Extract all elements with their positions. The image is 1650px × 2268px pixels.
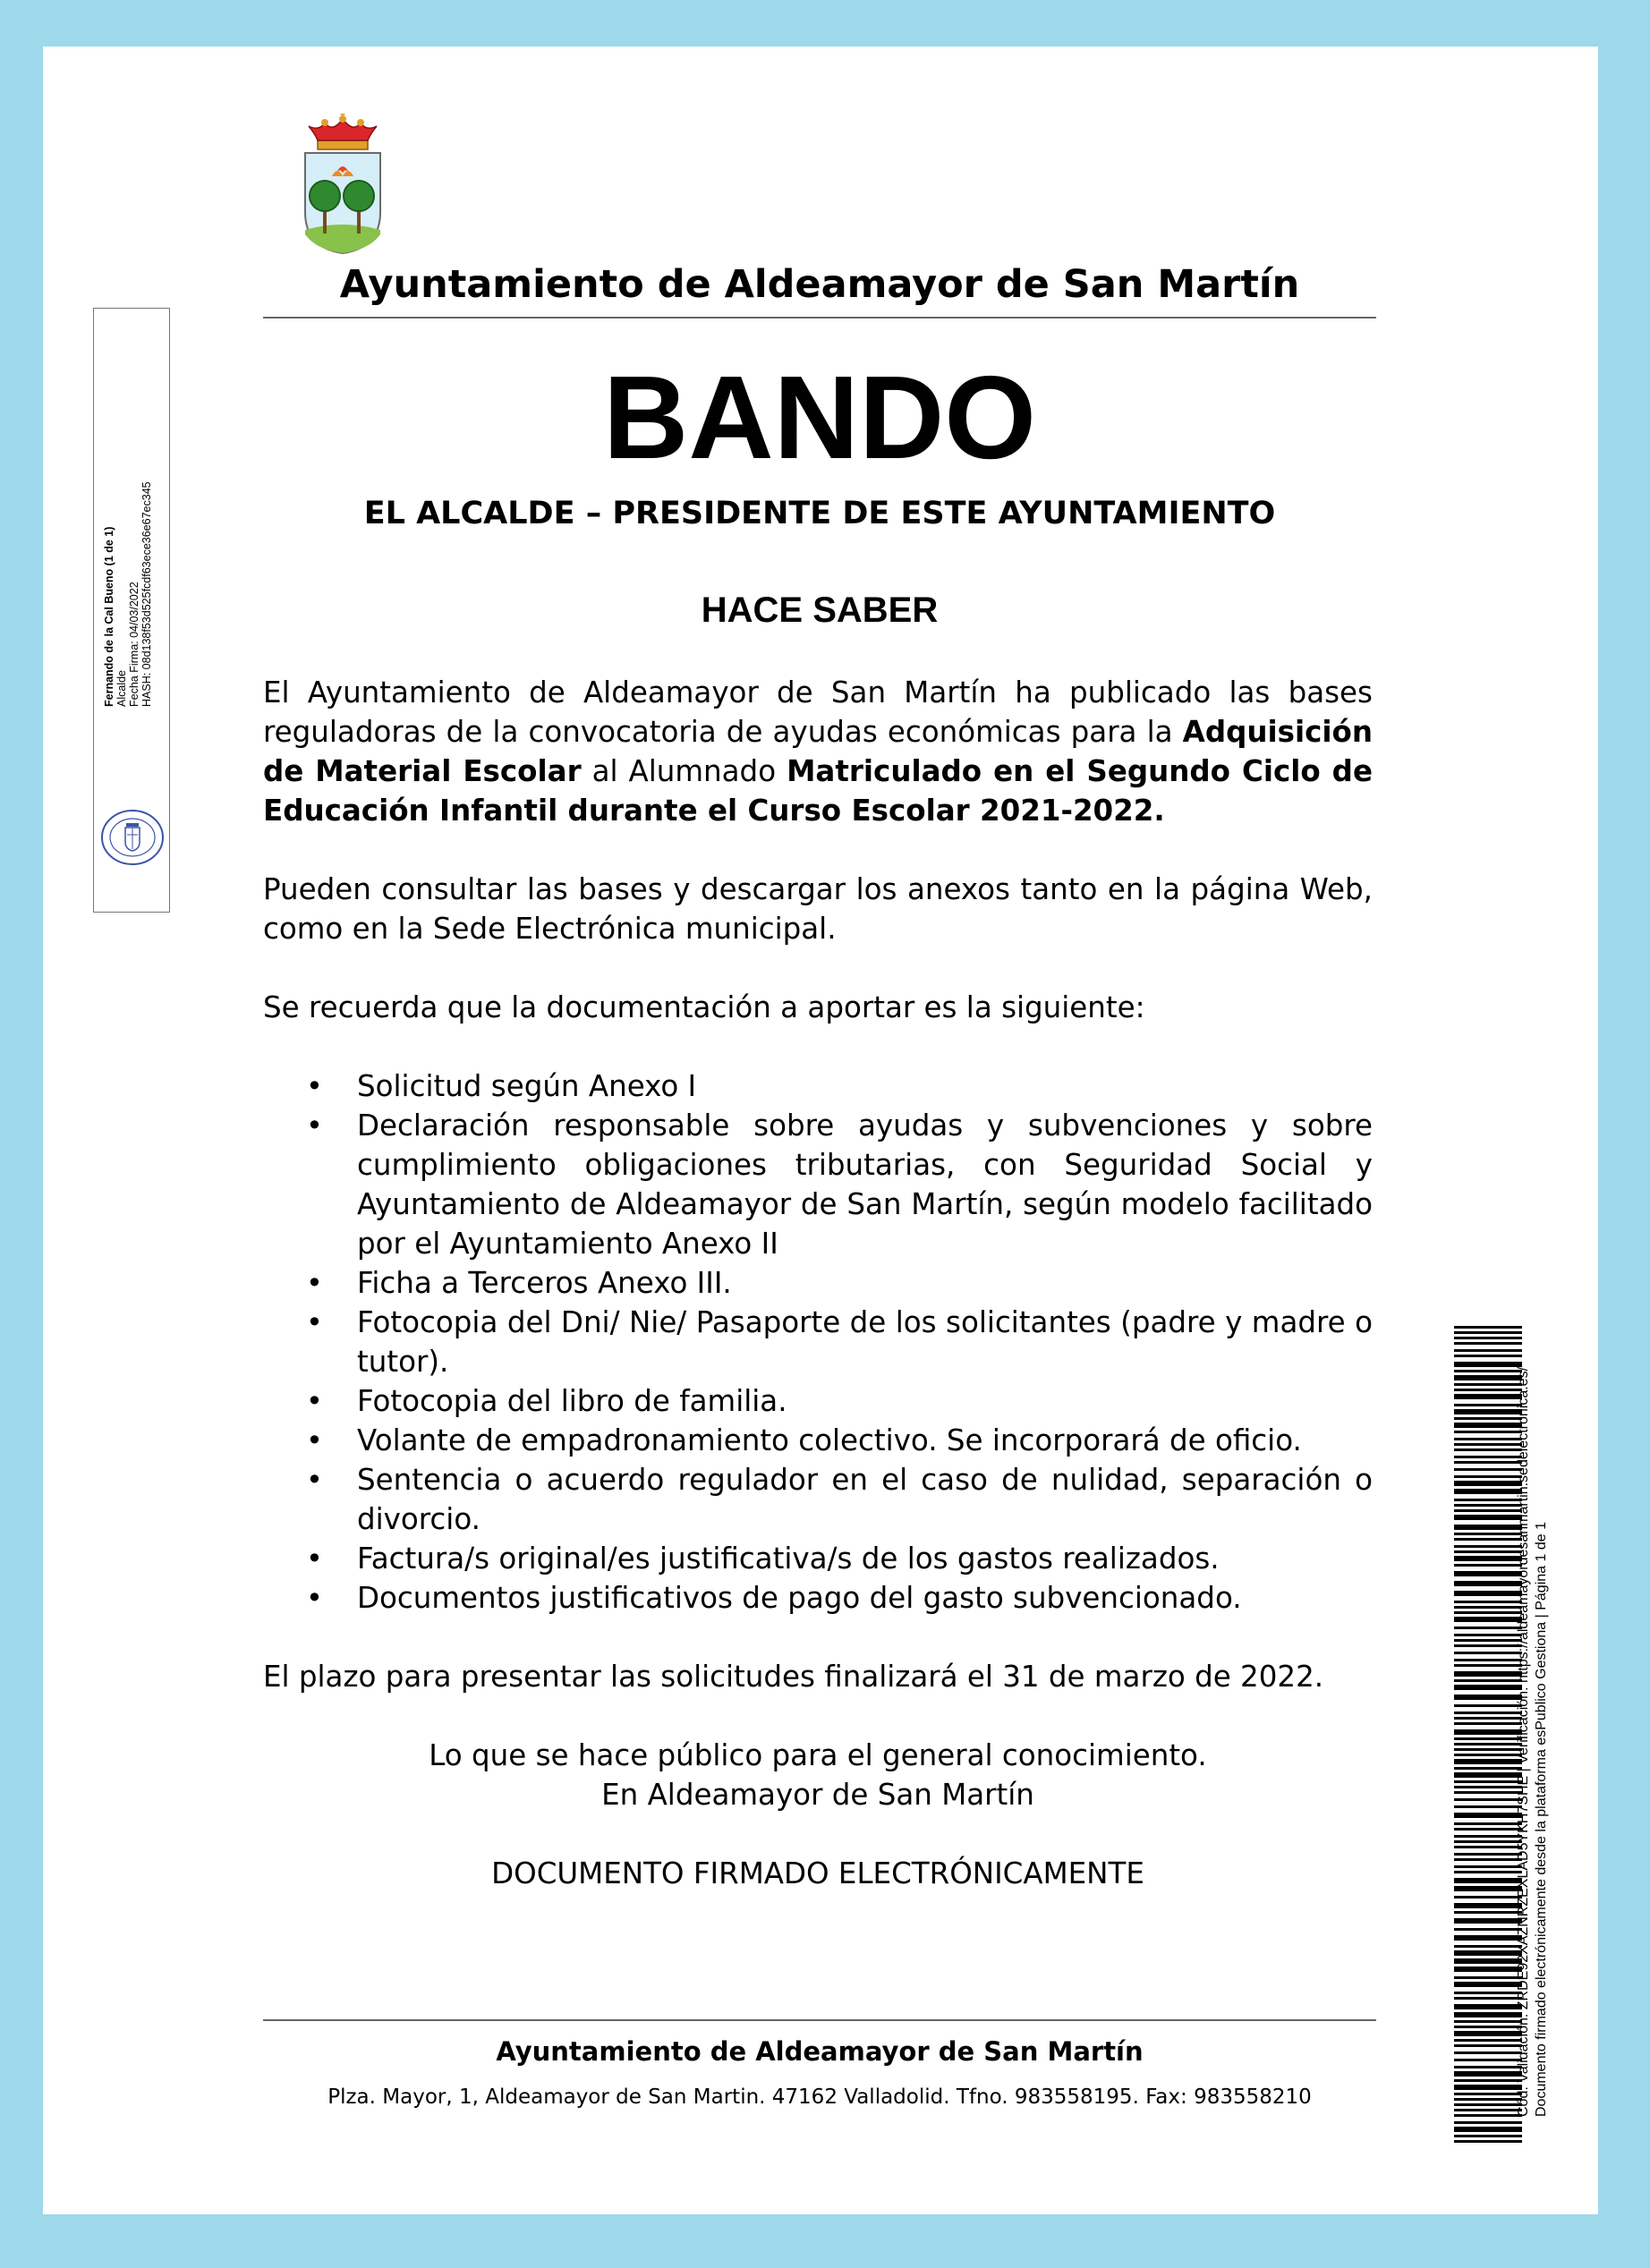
intro-bold-1: Adquisición de Material Escolar	[263, 715, 1373, 788]
signature-strip	[93, 308, 170, 913]
intro-text-2: al Alumnado	[581, 754, 787, 788]
footer-name: Ayuntamiento de Aldeamayor de San Martín	[496, 2036, 1144, 2067]
consult-paragraph: Pueden consultar las bases y descargar los anexos tanto en la página Web, como en la Sede Electrónica municipal.	[263, 872, 1373, 946]
footer-address: Plza. Mayor, 1, Aldeamayor de San Martin. 47162 Valladolid. Tfno. 983558195. Fax: 983558210	[327, 2085, 1312, 2109]
signature-date: Fecha Firma: 04/03/2022	[128, 582, 140, 707]
signature-hash: HASH: 08d138f53d525fcdf63ece36e67ec345	[140, 481, 153, 707]
document-page	[43, 47, 1598, 2214]
validation-line-2: Documento firmado electrónicamente desde la plataforma esPublico Gestiona | Página 1 de 1	[1534, 1522, 1549, 2117]
list-item: • Factura/s original/es justificativa/s de los gastos realizados.	[357, 1539, 1373, 1578]
document-body	[263, 673, 1373, 1893]
header-divider	[263, 317, 1376, 319]
list-item: • Documentos justificativos de pago del gasto subvencionado.	[357, 1578, 1373, 1618]
list-item: • Declaración responsable sobre ayudas y subvenciones y sobre cumplimiento obligaciones tributarias, con Seguridad Social y Ayuntamiento de Aldeamayor de San Martín, según modelo facilitado por el Ayuntamiento Anexo II	[357, 1106, 1373, 1263]
validation-text	[1515, 1329, 1552, 2117]
intro-bold-2: Matriculado en el Segundo Ciclo de Educación Infantil durante el Curso Escolar 2021-2022.	[263, 754, 1373, 828]
list-item: • Ficha a Terceros Anexo III.	[357, 1263, 1373, 1303]
list-item: • Fotocopia del Dni/ Nie/ Pasaporte de los solicitantes (padre y madre o tutor).	[357, 1303, 1373, 1381]
footer-divider	[263, 2019, 1376, 2021]
barcode-icon	[1454, 1326, 1522, 2145]
requirements-list	[263, 1066, 1373, 1618]
list-item: • Sentencia o acuerdo regulador en el caso de nulidad, separación o divorcio.	[357, 1460, 1373, 1539]
document-heading: BANDO	[603, 352, 1036, 483]
municipal-crest-icon	[298, 114, 387, 257]
announcement-heading: HACE SABER	[701, 590, 939, 630]
official-seal-icon	[99, 808, 166, 867]
signer-role: Alcalde	[115, 670, 128, 707]
signature-text	[103, 313, 157, 707]
closing-line-2: En Aldeamayor de San Martín	[601, 1778, 1034, 1812]
intro-paragraph	[263, 673, 1373, 830]
list-item: • Solicitud según Anexo I	[357, 1066, 1373, 1106]
deadline-paragraph: El plazo para presentar las solicitudes finalizará el 31 de marzo de 2022.	[263, 1660, 1324, 1694]
list-item: • Fotocopia del libro de familia.	[357, 1381, 1373, 1421]
list-item: • Volante de empadronamiento colectivo. Se incorporará de oficio.	[357, 1421, 1373, 1460]
validation-line-1: Cód. Validación: ZRDE92XAZNRZEXLAD5YKH7SHE | Verificación: https://aldeamayordesanmartin.sedelectronica.es/	[1516, 1366, 1531, 2117]
intro-text-1: El Ayuntamiento de Aldeamayor de San Martín ha publicado las bases reguladoras de la convocatoria de ayudas económicas para la	[263, 675, 1373, 749]
document-subheading: EL ALCALDE – PRESIDENTE DE ESTE AYUNTAMIENTO	[363, 496, 1276, 531]
signed-notice: DOCUMENTO FIRMADO ELECTRÓNICAMENTE	[491, 1856, 1144, 1890]
closing-block	[263, 1736, 1373, 1893]
documentation-paragraph: Se recuerda que la documentación a aportar es la siguiente:	[263, 990, 1145, 1024]
closing-line-1: Lo que se hace público para el general conocimiento.	[429, 1738, 1207, 1772]
header-title: Ayuntamiento de Aldeamayor de San Martín	[339, 262, 1300, 307]
signer-name: Fernando de la Cal Bueno (1 de 1)	[103, 526, 115, 707]
